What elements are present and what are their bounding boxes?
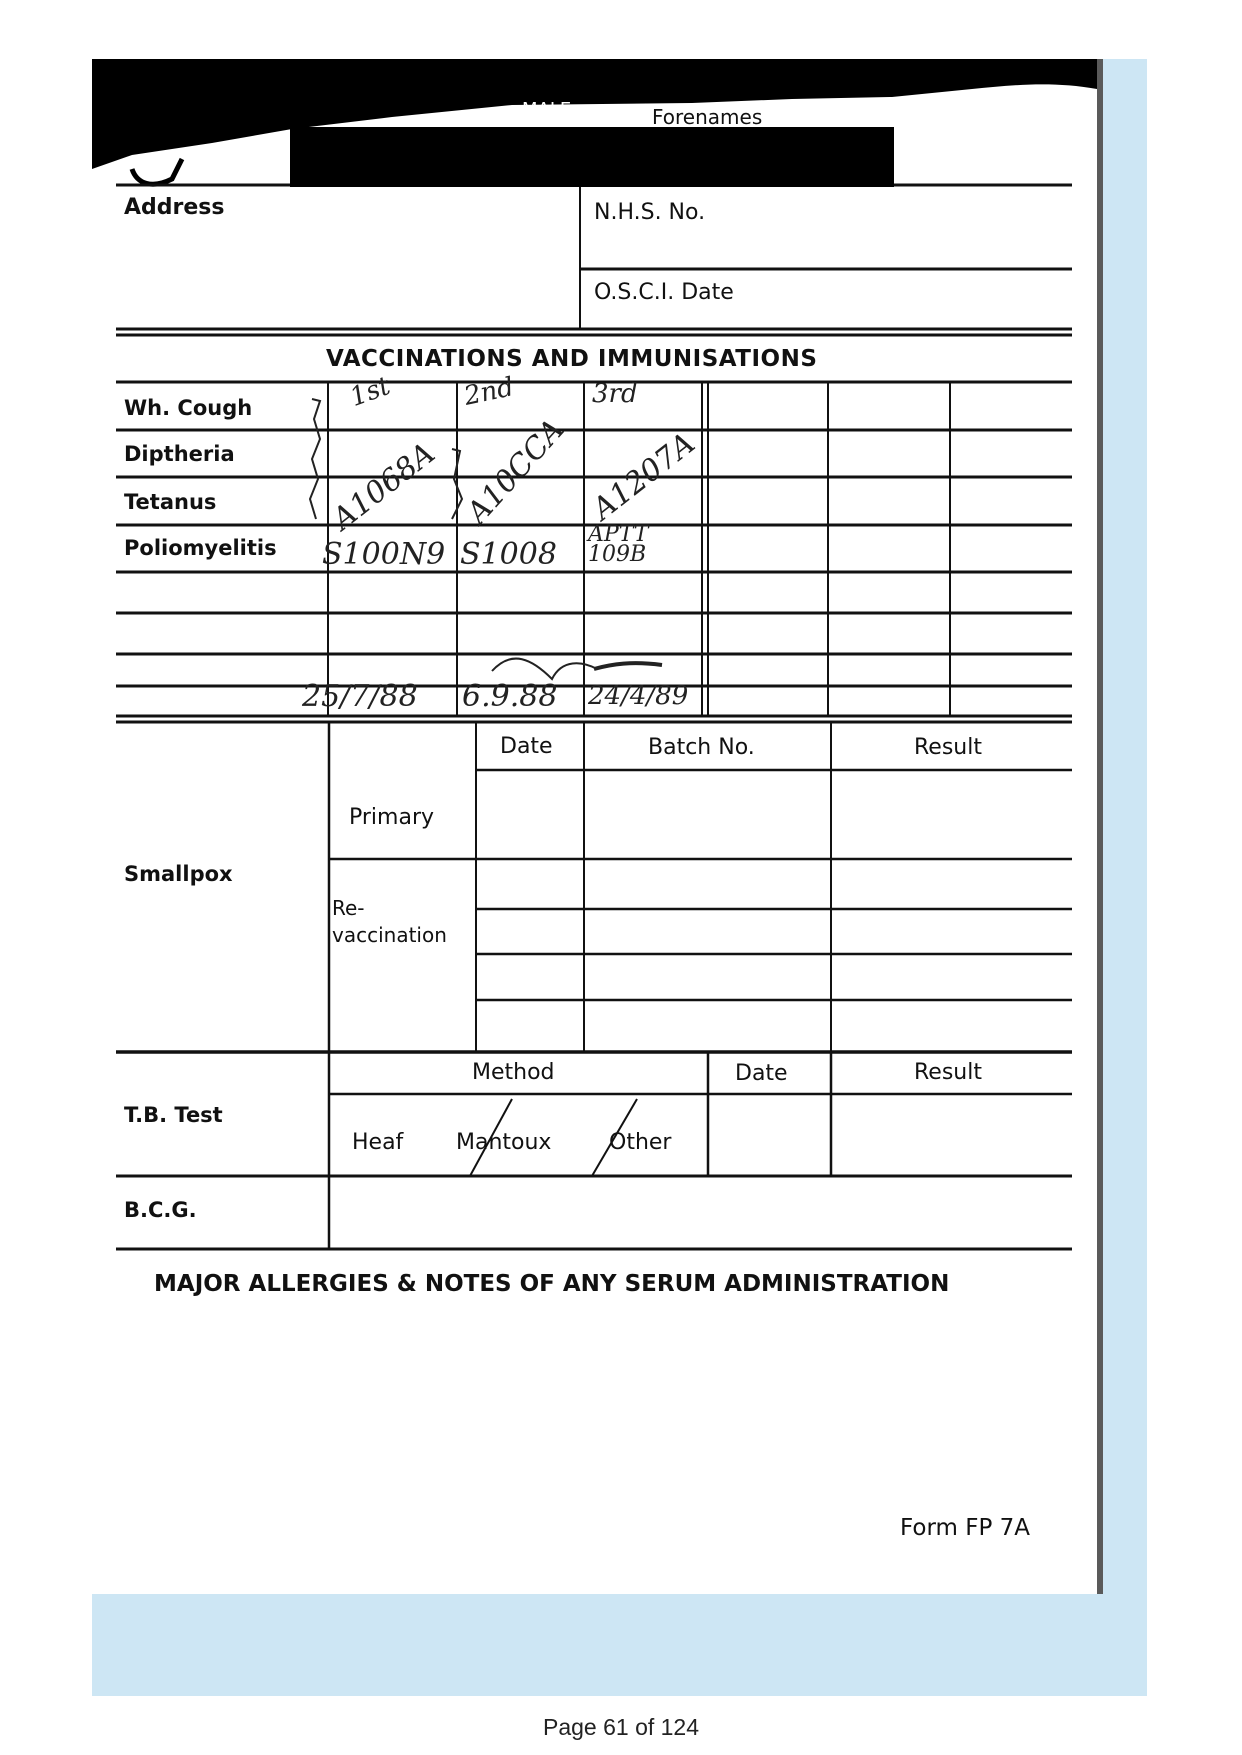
smallpox-column-header: Date (500, 734, 553, 759)
handwritten-batch: A10CCA (460, 412, 572, 531)
tb-result-header: Result (914, 1060, 982, 1085)
address-label: Address (124, 195, 225, 220)
tb-method-option: Heaf (352, 1130, 404, 1155)
handwritten-polio-batch: S100N9 (322, 537, 446, 572)
tb-date-header: Date (735, 1061, 788, 1086)
handwritten-dose: 1st (346, 371, 395, 413)
vaccine-row-label: Wh. Cough (124, 396, 253, 420)
handwritten-date: 6.9.88 (462, 679, 558, 714)
handwritten-dose: 2nd (461, 372, 517, 412)
allergies-title: MAJOR ALLERGIES & NOTES OF ANY SERUM ADMINISTRATION (154, 1271, 950, 1297)
tb-test-label: T.B. Test (124, 1103, 223, 1127)
bcg-label: B.C.G. (124, 1198, 197, 1222)
handwritten-batch: A1068A (325, 435, 442, 538)
handwritten-date: 24/4/89 (588, 681, 689, 711)
vaccine-row-label: Poliomyelitis (124, 536, 277, 560)
osci-date-label: O.S.C.I. Date (594, 280, 734, 305)
page-number: Page 61 of 124 (542, 1714, 700, 1740)
tb-method-header: Method (472, 1060, 555, 1085)
redaction-bar (290, 127, 894, 187)
handwritten-polio-batch: APTT 109B (588, 522, 649, 567)
forenames-label: Forenames (652, 105, 763, 129)
primary-label: Primary (349, 805, 435, 830)
handwritten-batch: A1207A (585, 425, 702, 528)
handwritten-polio-batch: S1008 (460, 537, 557, 572)
vaccinations-title: VACCINATIONS AND IMMUNISATIONS (326, 346, 818, 372)
handwritten-dose: 3rd (592, 379, 638, 409)
immunisation-record-card (92, 59, 1097, 1594)
handwritten-date: 25/7/88 (302, 679, 418, 714)
nhs-number-label: N.H.S. No. (594, 200, 706, 225)
smallpox-column-header: Result (914, 735, 982, 760)
tb-method-option: Mantoux (456, 1130, 552, 1155)
vaccine-row-label: Tetanus (124, 490, 217, 514)
tb-method-option: Other (609, 1130, 672, 1155)
vaccine-row-label: Diptheria (124, 442, 235, 466)
revaccination-label: Re- vaccination (332, 896, 447, 947)
smallpox-column-header: Batch No. (648, 735, 755, 760)
form-number: Form FP 7A (900, 1515, 1031, 1541)
smallpox-label: Smallpox (124, 862, 233, 886)
gender-label: MALE (522, 99, 572, 120)
